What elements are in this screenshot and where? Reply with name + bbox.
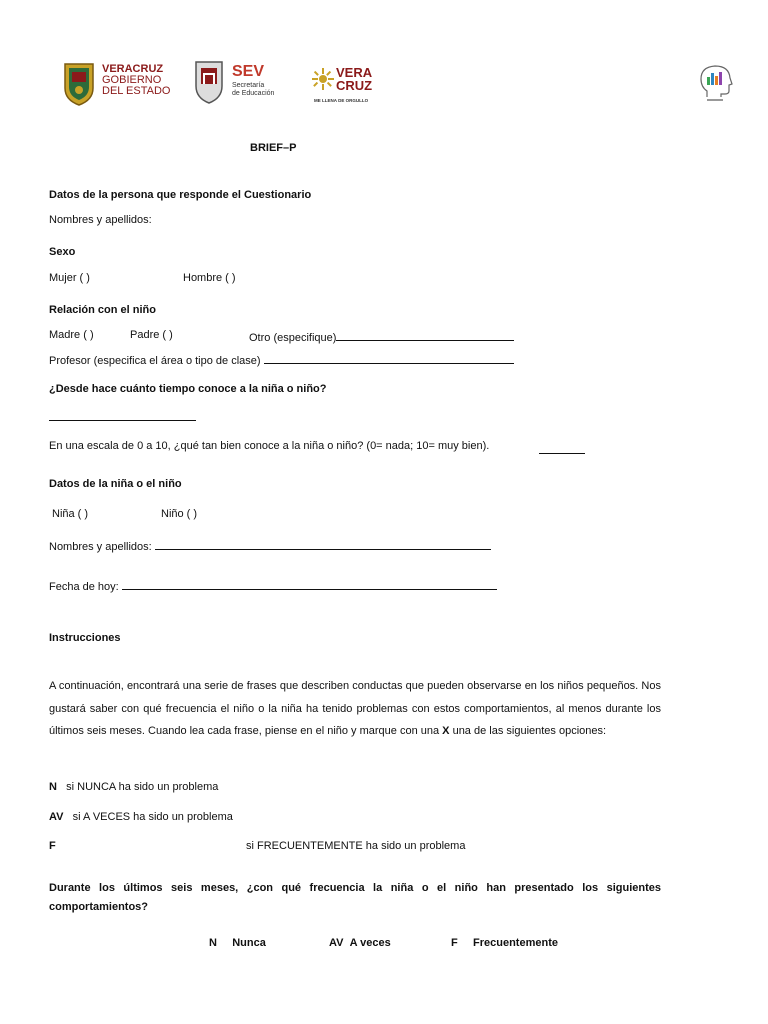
veracruz-government-logo <box>62 58 171 108</box>
instructions-text-1: A continuación, encontrará una serie de frases que describen conductas que pueden observarse en los niños pequeños. Nos gustará saber con qué frecuencia el niño o la niña ha tenido problemas con estos comportamientos, al menos durante los últimos seis meses. Cuando lea cada frase, piense en el niño y marque con una <box>49 680 661 737</box>
head-profile-logo <box>699 63 733 103</box>
sev-logo-sub1: Secretaría <box>232 82 265 89</box>
teacher-label: Profesor (especifica el área o tipo de clase) <box>49 355 261 367</box>
time-known-line-2[interactable] <box>109 409 196 421</box>
veracruz-brand-line2: CRUZ <box>336 78 373 93</box>
option-sometimes-code: AV <box>49 811 64 823</box>
legend-never-code: N <box>209 937 217 949</box>
scale-question: En una escala de 0 a 10, ¿qué tan bien conoce a la niña o niño? (0= nada; 10= muy bien). <box>49 440 490 452</box>
legend-frequently-code: F <box>451 937 458 949</box>
child-names-line[interactable] <box>155 538 491 550</box>
sex-heading: Sexo <box>49 246 76 258</box>
girl-checkbox[interactable]: Niña ( ) <box>52 508 89 520</box>
sev-shield-icon <box>192 56 226 104</box>
legend-frequently <box>451 937 558 950</box>
time-known-line-1[interactable] <box>49 409 109 421</box>
scale-answer-line[interactable] <box>539 441 585 459</box>
option-frequently-code: F <box>49 840 56 852</box>
other-relation-label: Otro (especifique) <box>249 332 337 344</box>
veracruz-logo-line1: VERACRUZ <box>102 63 164 75</box>
other-relation-line[interactable] <box>336 329 514 341</box>
time-known-question: ¿Desde hace cuánto tiempo conoce a la niña o niño? <box>49 383 327 395</box>
teacher-field[interactable] <box>49 352 514 368</box>
legend-frequently-label: Frecuentemente <box>473 937 558 949</box>
veracruz-brand-logo <box>312 62 382 108</box>
female-checkbox[interactable]: Mujer ( ) <box>49 272 90 284</box>
male-checkbox[interactable]: Hombre ( ) <box>183 272 236 284</box>
mother-checkbox[interactable]: Madre ( ) <box>49 329 94 341</box>
relation-heading: Relación con el niño <box>49 304 156 316</box>
sev-logo-title: SEV <box>232 63 265 80</box>
head-profile-icon <box>699 63 733 103</box>
option-never-text: si NUNCA ha sido un problema <box>66 781 219 793</box>
other-relation-field[interactable] <box>249 329 514 345</box>
coat-of-arms-icon <box>62 60 96 106</box>
respondent-names-label: Nombres y apellidos: <box>49 214 152 226</box>
document-title: BRIEF–P <box>250 142 297 154</box>
child-names-field[interactable] <box>49 538 491 554</box>
father-checkbox[interactable]: Padre ( ) <box>130 329 173 341</box>
instructions-text-2: una de las siguientes opciones: <box>449 725 607 737</box>
option-never-code: N <box>49 781 57 793</box>
option-frequently-text: si FRECUENTEMENTE ha sido un problema <box>246 840 466 852</box>
instructions-paragraph <box>49 675 661 743</box>
child-names-label: Nombres y apellidos: <box>49 541 152 553</box>
legend-sometimes <box>329 937 391 950</box>
teacher-line[interactable] <box>264 352 514 364</box>
instructions-heading: Instrucciones <box>49 632 121 644</box>
scale-line[interactable] <box>539 442 585 454</box>
veracruz-logo-line3: DEL ESTADO <box>102 85 171 97</box>
veracruz-brand-line1: VERA <box>336 65 373 80</box>
veracruz-logo-line2: GOBIERNO <box>102 74 162 86</box>
date-line[interactable] <box>122 578 497 590</box>
respondent-heading: Datos de la persona que responde el Cuestionario <box>49 189 312 201</box>
date-label: Fecha de hoy: <box>49 581 119 593</box>
instructions-mark: X <box>442 725 450 737</box>
legend-sometimes-code: AV <box>329 937 344 949</box>
time-known-answer-line[interactable] <box>49 408 196 420</box>
veracruz-brand-tagline: ME LLENA DE ORGULLO <box>314 98 369 103</box>
date-field[interactable] <box>49 578 497 594</box>
sev-logo <box>192 56 282 106</box>
frequency-question: Durante los últimos seis meses, ¿con qué frecuencia la niña o el niño han presentado los siguientes comportamientos? <box>49 882 661 913</box>
sun-pattern-icon <box>312 68 334 90</box>
child-heading: Datos de la niña o el niño <box>49 478 182 490</box>
sev-logo-sub2: de Educación <box>232 90 275 97</box>
option-sometimes-text: si A VECES ha sido un problema <box>72 811 233 823</box>
legend-never-label: Nunca <box>232 937 266 949</box>
option-sometimes <box>49 811 233 824</box>
legend-never <box>209 937 266 950</box>
option-never <box>49 781 218 794</box>
boy-checkbox[interactable]: Niño ( ) <box>161 508 198 520</box>
legend-sometimes-label: A veces <box>349 937 391 949</box>
